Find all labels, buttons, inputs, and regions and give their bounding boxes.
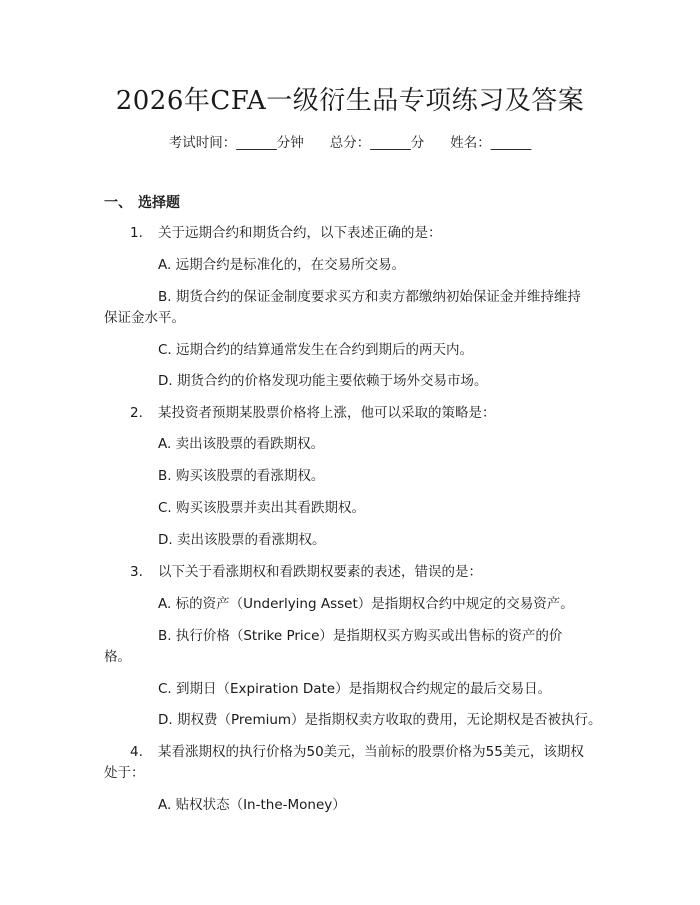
option-item: D. 期权费（Premium）是指期权卖方收取的费用，无论期权是否被执行。 <box>158 712 602 728</box>
option-item: B. 执行价格（Strike Price）是指期权买方购买或出售标的资产的价 <box>158 628 563 644</box>
document-title: 2026年CFA一级衍生品专项练习及答案 <box>115 86 585 116</box>
option-item: C. 到期日（Expiration Date）是指期权合约规定的最后交易日。 <box>158 681 552 697</box>
question-text: 某看涨期权的执行价格为50美元，当前标的股票价格为55美元，该期权 <box>158 744 584 760</box>
question-number: 2. <box>130 405 143 421</box>
option-item: D. 期货合约的价格发现功能主要依赖于场外交易市场。 <box>158 373 488 389</box>
option-item: B. 期货合约的保证金制度要求买方和卖方都缴纳初始保证金并维持维持 <box>158 289 581 305</box>
option-item: B. 购买该股票的看涨期权。 <box>158 468 325 484</box>
question-text: 关于远期合约和期货合约，以下表述正确的是： <box>158 225 442 241</box>
question-continuation: 处于： <box>104 765 145 781</box>
exam-meta-line <box>0 131 700 151</box>
question-text: 某投资者预期某股票价格将上涨，他可以采取的策略是： <box>158 405 496 421</box>
question-stem <box>130 563 482 581</box>
question-text: 以下关于看涨期权和看跌期权要素的表述，错误的是： <box>158 564 482 580</box>
option-continuation: 保证金水平。 <box>104 310 185 326</box>
question-number: 1. <box>130 225 143 241</box>
option-item: C. 购买该股票并卖出其看跌期权。 <box>158 500 366 516</box>
section-number: 一、 <box>104 195 132 211</box>
option-item: A. 卖出该股票的看跌期权。 <box>158 436 325 452</box>
question-stem <box>130 743 584 761</box>
option-item: C. 远期合约的结算通常发生在合约到期后的两天内。 <box>158 342 474 358</box>
section-title: 选择题 <box>138 195 180 211</box>
total-score-field: 总分：______分 <box>329 135 425 151</box>
question-number: 4. <box>130 744 143 760</box>
option-item: A. 远期合约是标准化的，在交易所交易。 <box>158 257 406 273</box>
section-heading <box>104 192 180 212</box>
option-item: A. 标的资产（Underlying Asset）是指期权合约中规定的交易资产。 <box>158 596 574 612</box>
option-item: A. 贴权状态（In-the-Money） <box>158 797 346 813</box>
option-item: D. 卖出该股票的看涨期权。 <box>158 532 326 548</box>
option-continuation: 格。 <box>104 649 131 665</box>
question-stem <box>130 404 496 422</box>
exam-time-field: 考试时间：______分钟 <box>168 135 304 151</box>
question-stem <box>130 224 442 242</box>
student-name-field: 姓名：______ <box>450 135 532 151</box>
question-number: 3. <box>130 564 143 580</box>
